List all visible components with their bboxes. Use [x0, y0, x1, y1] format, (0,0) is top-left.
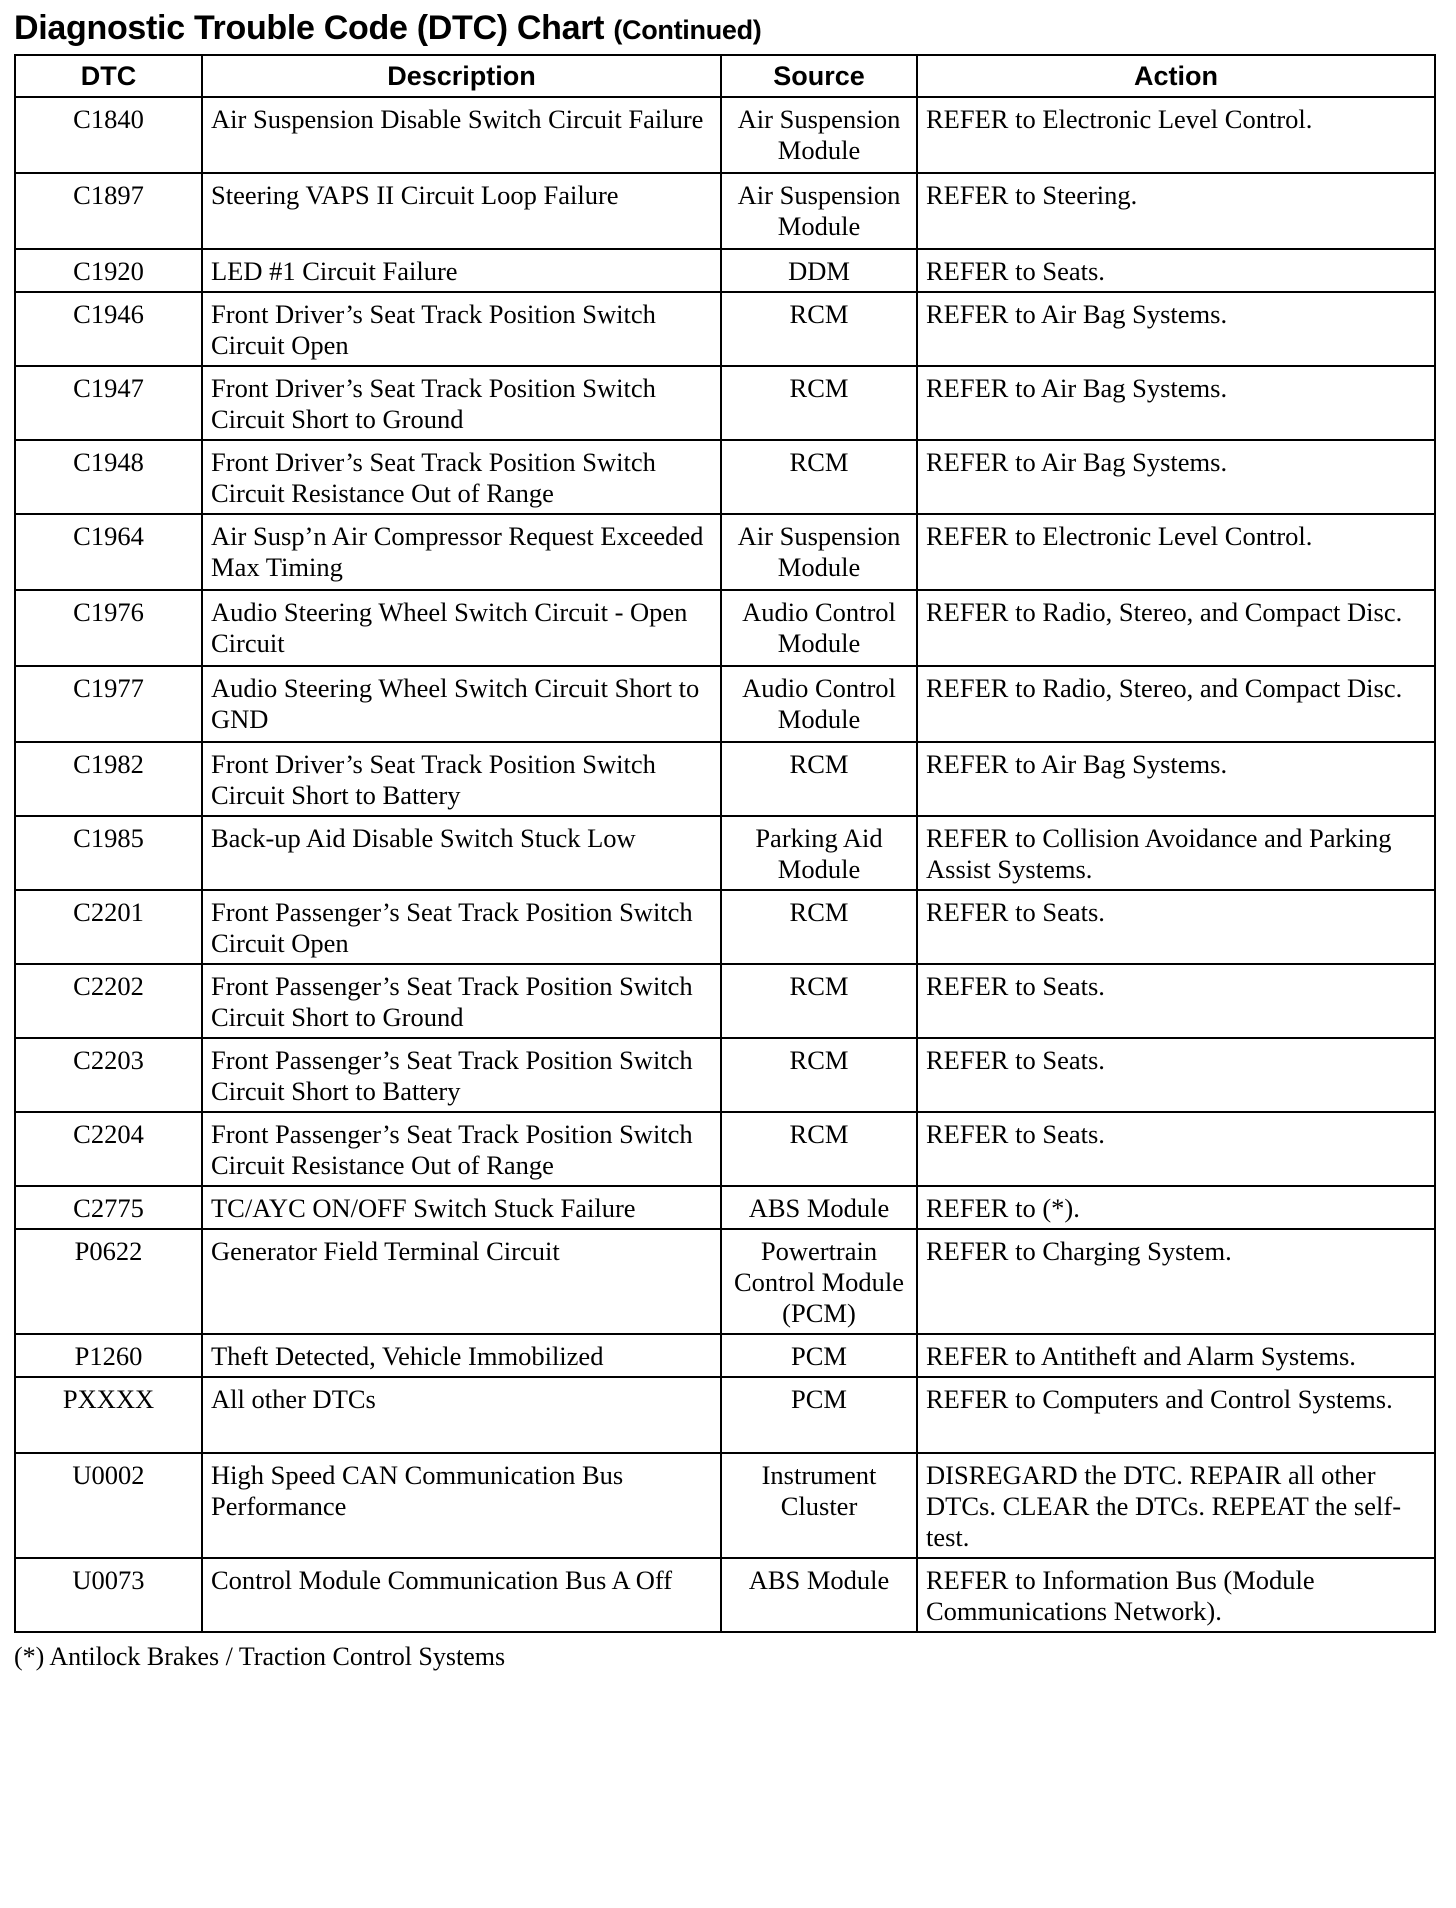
dtc-source: PCM: [721, 1334, 917, 1377]
dtc-source: Air Suspension Module: [721, 173, 917, 249]
dtc-code: C1920: [15, 249, 202, 292]
dtc-code: C1985: [15, 816, 202, 890]
dtc-code: C2204: [15, 1112, 202, 1186]
dtc-source: RCM: [721, 1038, 917, 1112]
table-body: [15, 97, 1435, 1632]
dtc-action: REFER to Collision Avoidance and Parking Assist Systems.: [917, 816, 1435, 890]
dtc-description: Air Suspension Disable Switch Circuit Failure: [202, 97, 721, 173]
dtc-source: RCM: [721, 1112, 917, 1186]
table-row: [15, 964, 1435, 1038]
dtc-action: REFER to Seats.: [917, 964, 1435, 1038]
dtc-description: Steering VAPS II Circuit Loop Failure: [202, 173, 721, 249]
dtc-source: PCM: [721, 1377, 917, 1453]
dtc-action: REFER to Air Bag Systems.: [917, 742, 1435, 816]
table-row: [15, 816, 1435, 890]
dtc-description: TC/AYC ON/OFF Switch Stuck Failure: [202, 1186, 721, 1229]
dtc-source: DDM: [721, 249, 917, 292]
dtc-source: RCM: [721, 890, 917, 964]
dtc-code: C2203: [15, 1038, 202, 1112]
dtc-action: REFER to Computers and Control Systems.: [917, 1377, 1435, 1453]
dtc-code: C1964: [15, 514, 202, 590]
title-continued: (Continued): [613, 15, 762, 45]
table-row: [15, 97, 1435, 173]
table-row: [15, 173, 1435, 249]
table-row: [15, 590, 1435, 666]
dtc-description: LED #1 Circuit Failure: [202, 249, 721, 292]
table-row: [15, 440, 1435, 514]
table-row: [15, 890, 1435, 964]
dtc-code: PXXXX: [15, 1377, 202, 1453]
dtc-source: Audio Control Module: [721, 666, 917, 742]
dtc-description: Front Passenger’s Seat Track Position Switch Circuit Resistance Out of Range: [202, 1112, 721, 1186]
dtc-source: Parking Aid Module: [721, 816, 917, 890]
dtc-action: REFER to Seats.: [917, 890, 1435, 964]
dtc-code: C1982: [15, 742, 202, 816]
dtc-action: REFER to Seats.: [917, 1112, 1435, 1186]
document-page: [14, 6, 1434, 1673]
dtc-code: C1897: [15, 173, 202, 249]
dtc-code: C1977: [15, 666, 202, 742]
table-row: [15, 666, 1435, 742]
table-row: [15, 366, 1435, 440]
dtc-source: ABS Module: [721, 1186, 917, 1229]
table-row: [15, 1038, 1435, 1112]
dtc-description: Back-up Aid Disable Switch Stuck Low: [202, 816, 721, 890]
dtc-action: REFER to Radio, Stereo, and Compact Disc.: [917, 666, 1435, 742]
dtc-source: ABS Module: [721, 1558, 917, 1632]
footnote: (*) Antilock Brakes / Traction Control Systems: [14, 1642, 506, 1671]
dtc-source: RCM: [721, 366, 917, 440]
page-title: [14, 6, 1434, 54]
dtc-action: REFER to Electronic Level Control.: [917, 97, 1435, 173]
header-dtc: DTC: [15, 55, 202, 97]
dtc-action: REFER to Electronic Level Control.: [917, 514, 1435, 590]
table-row: [15, 1112, 1435, 1186]
dtc-table: [14, 54, 1436, 1633]
dtc-code: C1948: [15, 440, 202, 514]
dtc-description: All other DTCs: [202, 1377, 721, 1453]
dtc-code: C1840: [15, 97, 202, 173]
dtc-action: REFER to Air Bag Systems.: [917, 292, 1435, 366]
header-action: Action: [917, 55, 1435, 97]
dtc-description: High Speed CAN Communication Bus Performance: [202, 1453, 721, 1558]
table-row: [15, 249, 1435, 292]
dtc-action: REFER to Charging System.: [917, 1229, 1435, 1334]
dtc-action: REFER to Radio, Stereo, and Compact Disc.: [917, 590, 1435, 666]
header-description: Description: [202, 55, 721, 97]
dtc-description: Front Driver’s Seat Track Position Switch Circuit Short to Ground: [202, 366, 721, 440]
dtc-code: C2201: [15, 890, 202, 964]
header-source: Source: [721, 55, 917, 97]
dtc-description: Front Driver’s Seat Track Position Switch Circuit Resistance Out of Range: [202, 440, 721, 514]
dtc-description: Audio Steering Wheel Switch Circuit - Open Circuit: [202, 590, 721, 666]
dtc-code: C1976: [15, 590, 202, 666]
dtc-source: Powertrain Control Module (PCM): [721, 1229, 917, 1334]
dtc-source: Air Suspension Module: [721, 514, 917, 590]
dtc-description: Front Passenger’s Seat Track Position Switch Circuit Open: [202, 890, 721, 964]
dtc-description: Front Driver’s Seat Track Position Switch Circuit Open: [202, 292, 721, 366]
dtc-description: Front Passenger’s Seat Track Position Switch Circuit Short to Battery: [202, 1038, 721, 1112]
dtc-code: P1260: [15, 1334, 202, 1377]
dtc-description: Control Module Communication Bus A Off: [202, 1558, 721, 1632]
table-row: [15, 292, 1435, 366]
table-row: [15, 1186, 1435, 1229]
dtc-source: RCM: [721, 964, 917, 1038]
table-header-row: [15, 55, 1435, 97]
table-row: [15, 1558, 1435, 1632]
dtc-action: REFER to Seats.: [917, 249, 1435, 292]
dtc-description: Air Susp’n Air Compressor Request Exceeded Max Timing: [202, 514, 721, 590]
dtc-action: REFER to Antitheft and Alarm Systems.: [917, 1334, 1435, 1377]
dtc-description: Front Driver’s Seat Track Position Switch Circuit Short to Battery: [202, 742, 721, 816]
dtc-code: C1947: [15, 366, 202, 440]
table-row: [15, 1334, 1435, 1377]
dtc-source: RCM: [721, 742, 917, 816]
dtc-description: Audio Steering Wheel Switch Circuit Short to GND: [202, 666, 721, 742]
title-main: Diagnostic Trouble Code (DTC) Chart: [14, 9, 605, 47]
dtc-code: C2775: [15, 1186, 202, 1229]
dtc-description: Front Passenger’s Seat Track Position Switch Circuit Short to Ground: [202, 964, 721, 1038]
dtc-code: U0002: [15, 1453, 202, 1558]
dtc-action: REFER to Air Bag Systems.: [917, 440, 1435, 514]
table-row: [15, 514, 1435, 590]
dtc-code: C2202: [15, 964, 202, 1038]
dtc-action: REFER to (*).: [917, 1186, 1435, 1229]
dtc-action: REFER to Steering.: [917, 173, 1435, 249]
dtc-source: Audio Control Module: [721, 590, 917, 666]
dtc-source: Instrument Cluster: [721, 1453, 917, 1558]
dtc-description: Generator Field Terminal Circuit: [202, 1229, 721, 1334]
dtc-action: DISREGARD the DTC. REPAIR all other DTCs. CLEAR the DTCs. REPEAT the self-test.: [917, 1453, 1435, 1558]
dtc-code: C1946: [15, 292, 202, 366]
dtc-source: RCM: [721, 440, 917, 514]
dtc-action: REFER to Information Bus (Module Communications Network).: [917, 1558, 1435, 1632]
dtc-code: U0073: [15, 1558, 202, 1632]
dtc-source: RCM: [721, 292, 917, 366]
dtc-action: REFER to Air Bag Systems.: [917, 366, 1435, 440]
dtc-action: REFER to Seats.: [917, 1038, 1435, 1112]
table-row: [15, 1453, 1435, 1558]
table-row: [15, 1377, 1435, 1453]
dtc-description: Theft Detected, Vehicle Immobilized: [202, 1334, 721, 1377]
table-row: [15, 742, 1435, 816]
dtc-code: P0622: [15, 1229, 202, 1334]
dtc-source: Air Suspension Module: [721, 97, 917, 173]
table-row: [15, 1229, 1435, 1334]
